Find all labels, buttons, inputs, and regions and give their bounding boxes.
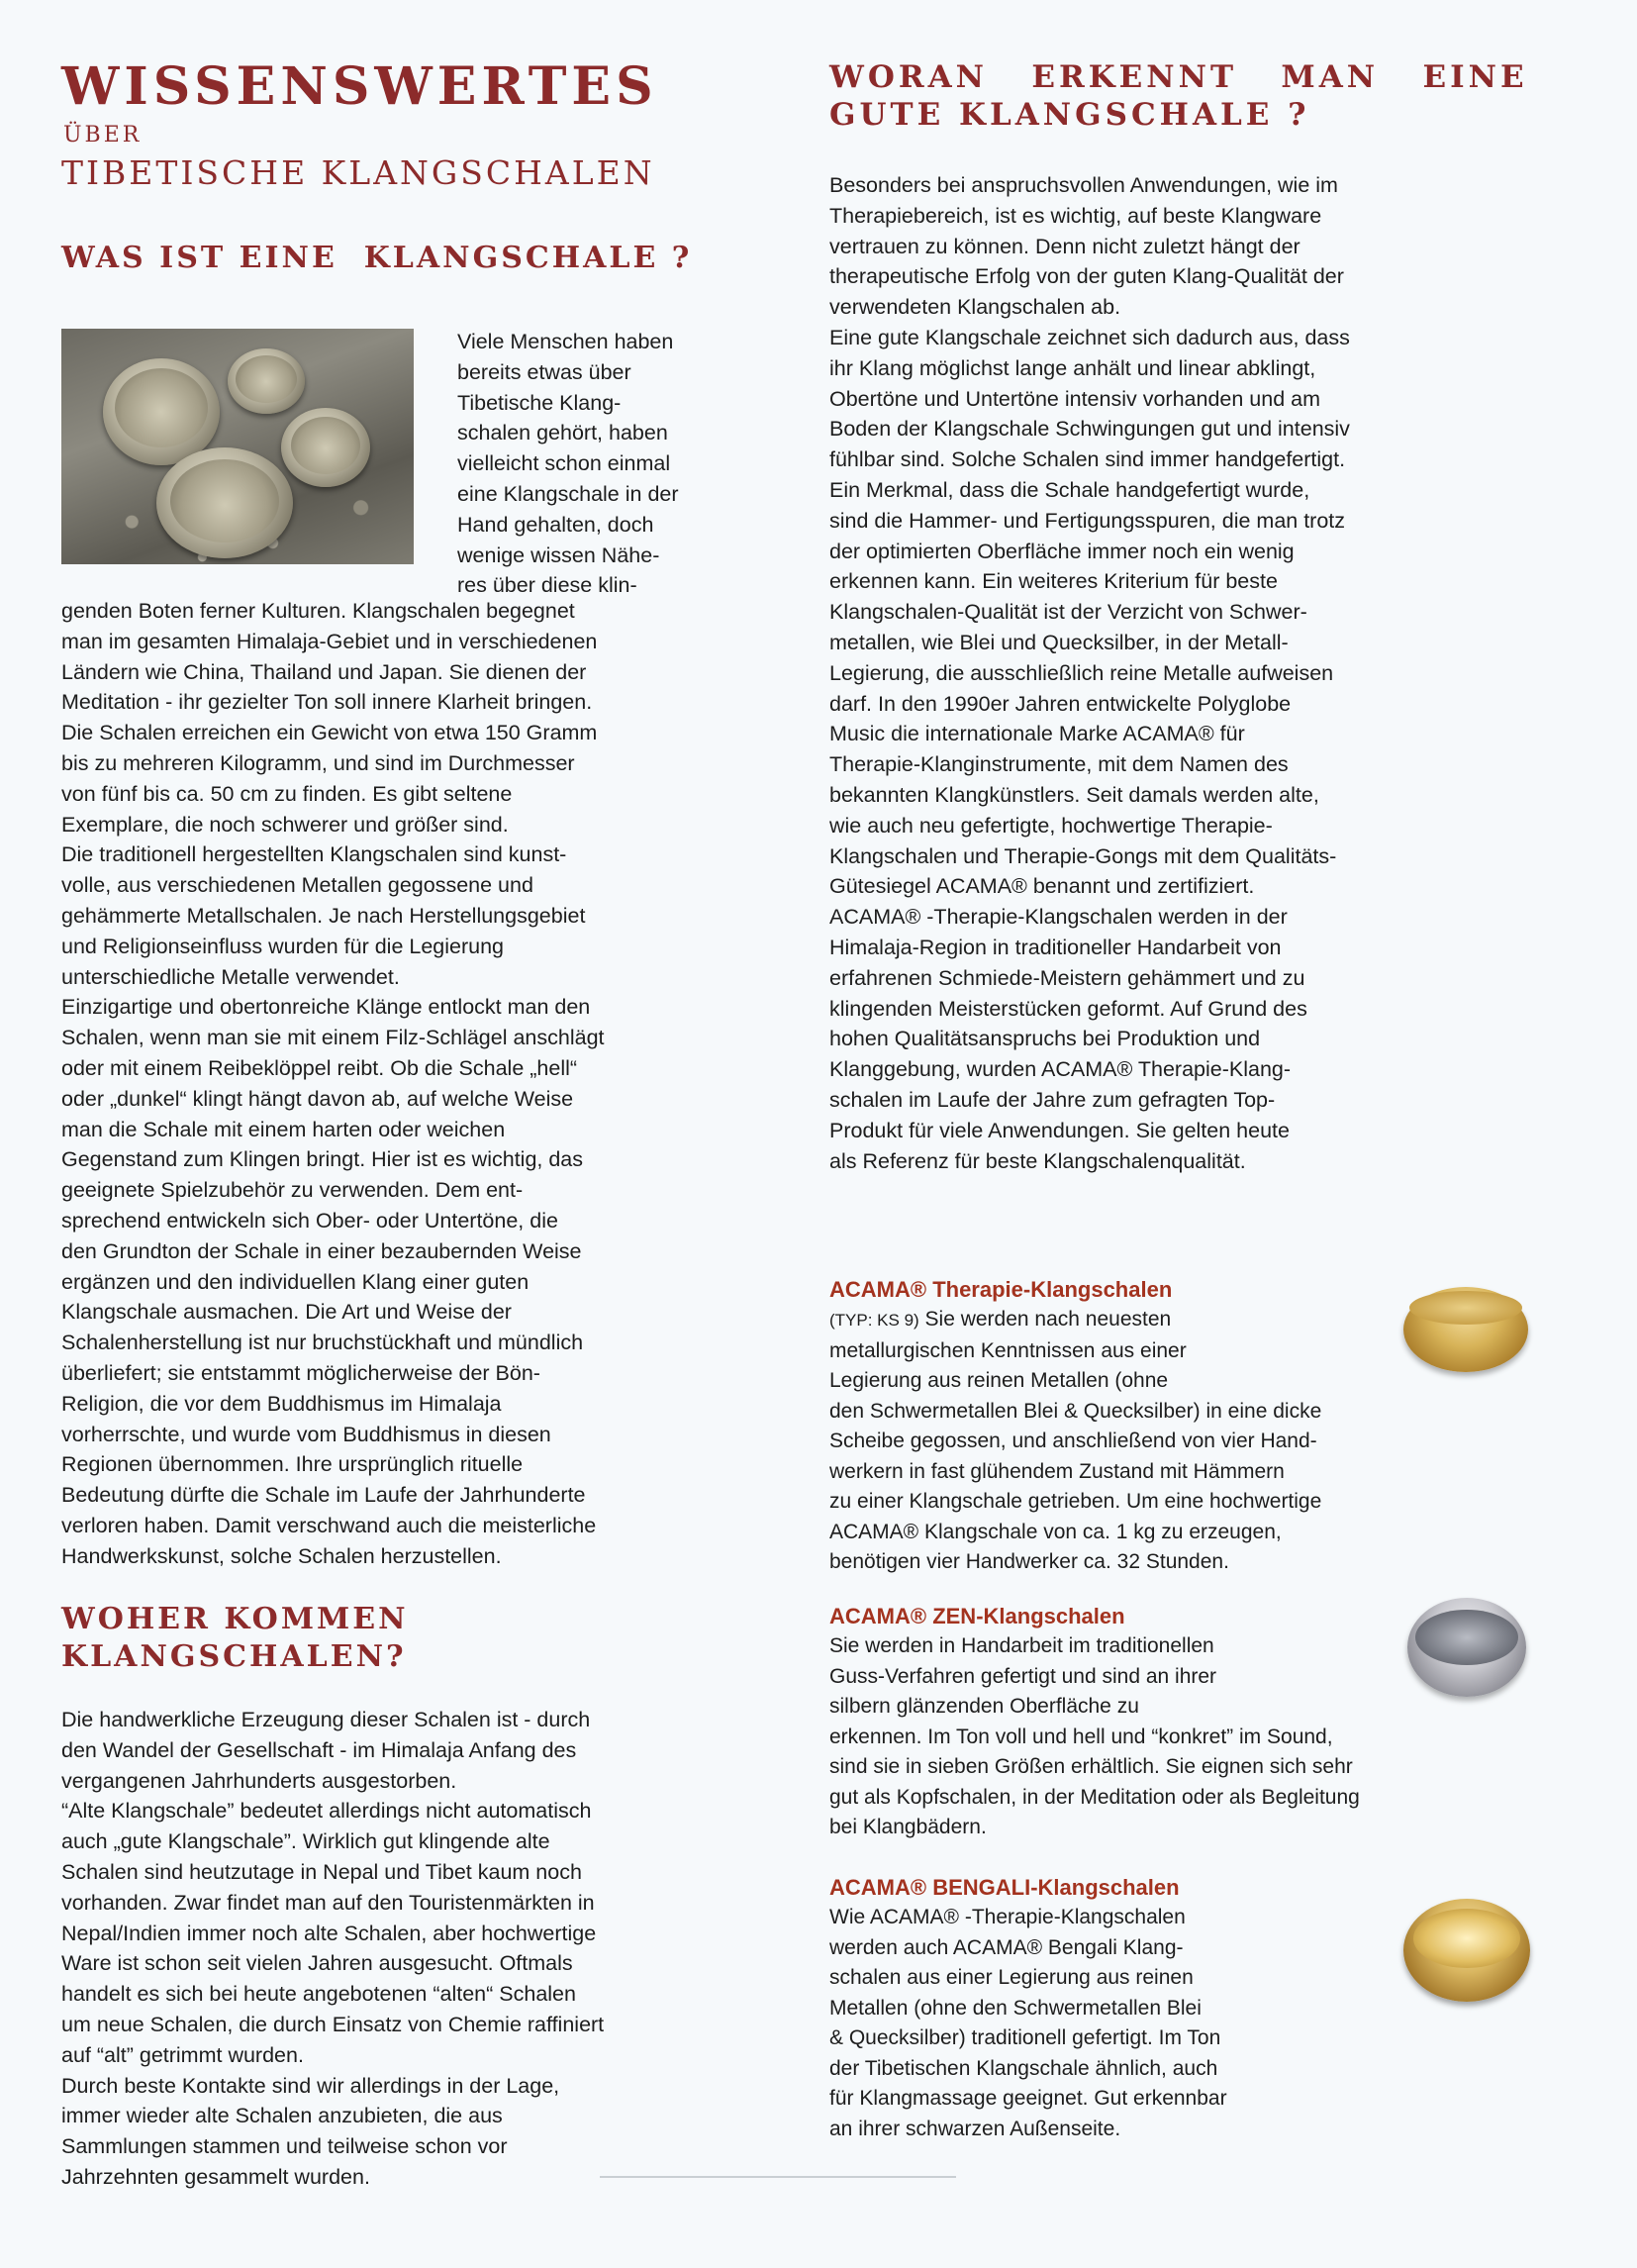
bengali-bowl-icon [1403,1899,1530,2002]
intro-paragraph [457,327,754,601]
section-where-body: Die handwerkliche Erzeugung dieser Schalen ist - durch den Wandel der Gesellschaft - im Himalaja Anfang des vergangenen Jahrhunderts ausgestorben. “Alte Klangschale” bedeutet allerdings nicht automatisch auch „gute Klangschale”. Wirklich gut klingende alte Schalen sind heutzutage in Nepal und Tibet kaum noch vorhanden. Zwar findet man auf den Touristenmärkten in Nepal/Indien immer noch alte Schalen, aber hochwertige Ware ist schon seit vielen Jahren ausgesucht. Oftmals handelt es sich bei heute angebotenen “alten“ Schalen um neue Schalen, die durch Einsatz von Chemie raffiniert auf “alt” getrimmt wurden. Durch beste Kontakte sind wir allerdings in der Lage, immer wieder alte Schalen anzubieten, die aus Sammlungen stammen und teilweise schon vor Jahrzehnten gesammelt wurden. [61,1708,605,2189]
bowl-image-3 [281,408,370,487]
product-zen [829,1602,1562,1843]
product-text-bengali: Wie ACAMA® -Therapie-Klangschalen werden auch ACAMA® Bengali Klang- schalen aus einer Legierung aus reinen Metallen (ohne den Schwermetallen Blei & Quecksilber) traditionell gefertigt. Im Ton der Tibetischen Klangschale ähnlich, auch für Klangmassage geeignet. Gut erkennbar an ihrer schwarzen Außenseite. [829,1906,1227,2140]
section-where-heading-wrap [61,1601,754,1675]
section-good-bowl-body-wrap [829,170,1522,1176]
section-what-body-wrap [61,596,754,1572]
page-subtitle: TIBETISCHE KLANGSCHALEN [61,153,655,192]
section-good-bowl-body: Besonders bei anspruchsvollen Anwendungen, wie im Therapiebereich, ist es wichtig, auf beste Klangware vertrauen zu können. Denn nicht zuletzt hängt der therapeutische Erfolg von der guten Klang-Qualität der verwendeten Klangschalen ab. Eine gute Klangschale zeichnet sich dadurch aus, dass ihr Klang möglichst lange anhält und linear abklingt, Obertöne und Untertöne intensiv vorhanden und am Boden der Klangschale Schwingungen gut und intensiv fühlbar sind. Solche Schalen sind immer handgefertigt. Ein Merkmal, dass die Schale handgefertigt wurde, sind die Hammer- und Fertigungsspuren, die man trotz der optimierten Oberfläche immer noch ein wenig erkennen kann. Ein weiteres Kriterium für beste Klangschalen-Qualität ist der Verzicht von Schwer- metallen, wie Blei und Quecksilber, in der Metall- Legierung, die ausschließlich reine Metalle aufweisen darf. In den 1990er Jahren entwickelte Polyglobe Music die internationale Marke ACAMA® für Therapie-Klanginstrumente, mit dem Namen des bekannten Klangkünstlers. Seit damals werden alte, wie auch neu gefertigte, hochwertige Therapie- Klangschalen und Therapie-Gongs mit dem Qualitäts- Gütesiegel ACAMA® benannt und zertifiziert. ACAMA® -Therapie-Klangschalen werden in der Himalaja-Region in traditioneller Handarbeit von erfahrenen Schmiede-Meistern gehämmert und zu klingenden Meisterstücken geformt. Auf Grund des hohen Qualitätsanspruchs bei Produktion und Klanggebung, wurden ACAMA® Therapie-Klang- schalen im Laufe der Jahre zum gefragten Top- Produkt für viele Anwendungen. Sie gelten heute als Referenz für beste Klangschalenqualität. [829,173,1350,1173]
section-good-bowl-heading-wrap [829,59,1562,135]
therapie-bowl-icon [1403,1287,1528,1372]
product-title-bengali: ACAMA® BENGALI-Klangschalen [829,1875,1180,1900]
bowl-image-2 [228,348,305,414]
product-text-zen: Sie werden in Handarbeit im traditionellen Guss-Verfahren gefertigt und sind an ihrer silbern glänzenden Oberfläche zu erkennen. Im Ton voll und hell und “konkret” im Sound, sind sie in sieben Größen erhältlich. Sie eignen sich sehr gut als Kopfschalen, in der Meditation oder als Begleitung bei Klangbädern. [829,1634,1360,1838]
product-typ-label: (TYP: KS 9) [829,1311,919,1330]
zen-bowl-icon [1407,1598,1526,1697]
section-what-heading-wrap [61,240,692,277]
product-bengali [829,1873,1562,2144]
left-column [61,56,744,2189]
bottom-divider [600,2176,956,2178]
section-where-heading: WOHER KOMMEN KLANGSCHALEN? [61,1602,409,1674]
page-title-connector: ÜBER [63,123,143,148]
product-text-therapie-body: Sie werden nach neuesten metallurgischen Kenntnissen aus einer Legierung aus reinen Metallen (ohne den Schwermetallen Blei & Quecksilber) in eine dicke Scheibe gegossen, und anschließend von vier Hand- werkern in fast glühendem Zustand mit Hämmern zu einer Klangschale getrieben. Um eine hochwertige ACAMA® Klangschale von ca. 1 kg zu erzeugen, benötigen vier Handwerker ca. 32 Stunden. [829,1308,1322,1573]
product-text-therapie [829,1305,1384,1578]
bowl-image-4 [156,447,293,558]
intro-text: Viele Menschen haben bereits etwas über Tibetische Klang- schalen gehört, haben vielleicht schon einmal eine Klangschale in der Hand gehalten, doch wenige wissen Nähe- res über diese klin- [457,330,679,598]
product-title-therapie: ACAMA® Therapie-Klangschalen [829,1277,1173,1302]
section-what-body: genden Boten ferner Kulturen. Klangschalen begegnet man im gesamten Himalaja-Gebiet und in verschiedenen Ländern wie China, Thailand und Japan. Sie dienen der Meditation - ihr gezielter Ton soll innere Klarheit bringen. Die Schalen erreichen ein Gewicht von etwa 150 Gramm bis zu mehreren Kilogramm, und sind im Durchmesser von fünf bis ca. 50 cm zu finden. Es gibt seltene Exemplare, die noch schwerer und größer sind. Die traditionell hergestellten Klangschalen sind kunst- volle, aus verschiedenen Metallen gegossene und gehämmerte Metallschalen. Je nach Herstellungsgebiet und Religionseinfluss wurden für die Legierung unterschiedliche Metalle verwendet. Einzigartige und obertonreiche Klänge entlockt man den Schalen, wenn man sie mit einem Filz-Schlägel anschlägt oder mit einem Reibeklöppel reibt. Ob die Schale „hell“ oder „dunkel“ klingt hängt davon ab, auf welche Weise man die Schale mit einem harten oder weichen Gegenstand zum Klingen bringt. Hier ist es wichtig, das geeignete Spielzubehör zu verwenden. Dem ent- sprechend entwickeln sich Ober- oder Untertöne, die den Grundton der Schale in einer bezaubernden Weise ergänzen und den individuellen Klang einer guten Klangschale ausmachen. Die Art und Weise der Schalenherstellung ist nur bruchstückhaft und mündlich überliefert; sie entstammt möglicherweise der Bön- Religion, die vor dem Buddhismus im Himalaja vorherrschte, und wurde vom Buddhismus in diesen Regionen übernommen. Ihre ursprünglich rituelle Bedeutung dürfte die Schale im Laufe der Jahrhunderte verloren haben. Damit verschwand auch die meisterliche Handwerkskunst, solche Schalen herzustellen. [61,599,605,1568]
bowl-image-1 [103,358,220,465]
product-therapie [829,1275,1562,1578]
page-title: WISSENSWERTES [61,56,658,117]
product-title-zen: ACAMA® ZEN-Klangschalen [829,1604,1125,1628]
singing-bowls-photo [61,329,414,564]
section-where-body-wrap [61,1705,754,2193]
section-good-bowl-heading: WORAN ERKENNT MAN EINE GUTE KLANGSCHALE ? [829,59,1528,133]
section-what-heading: WAS IST EINE KLANGSCHALE ? [61,241,693,275]
